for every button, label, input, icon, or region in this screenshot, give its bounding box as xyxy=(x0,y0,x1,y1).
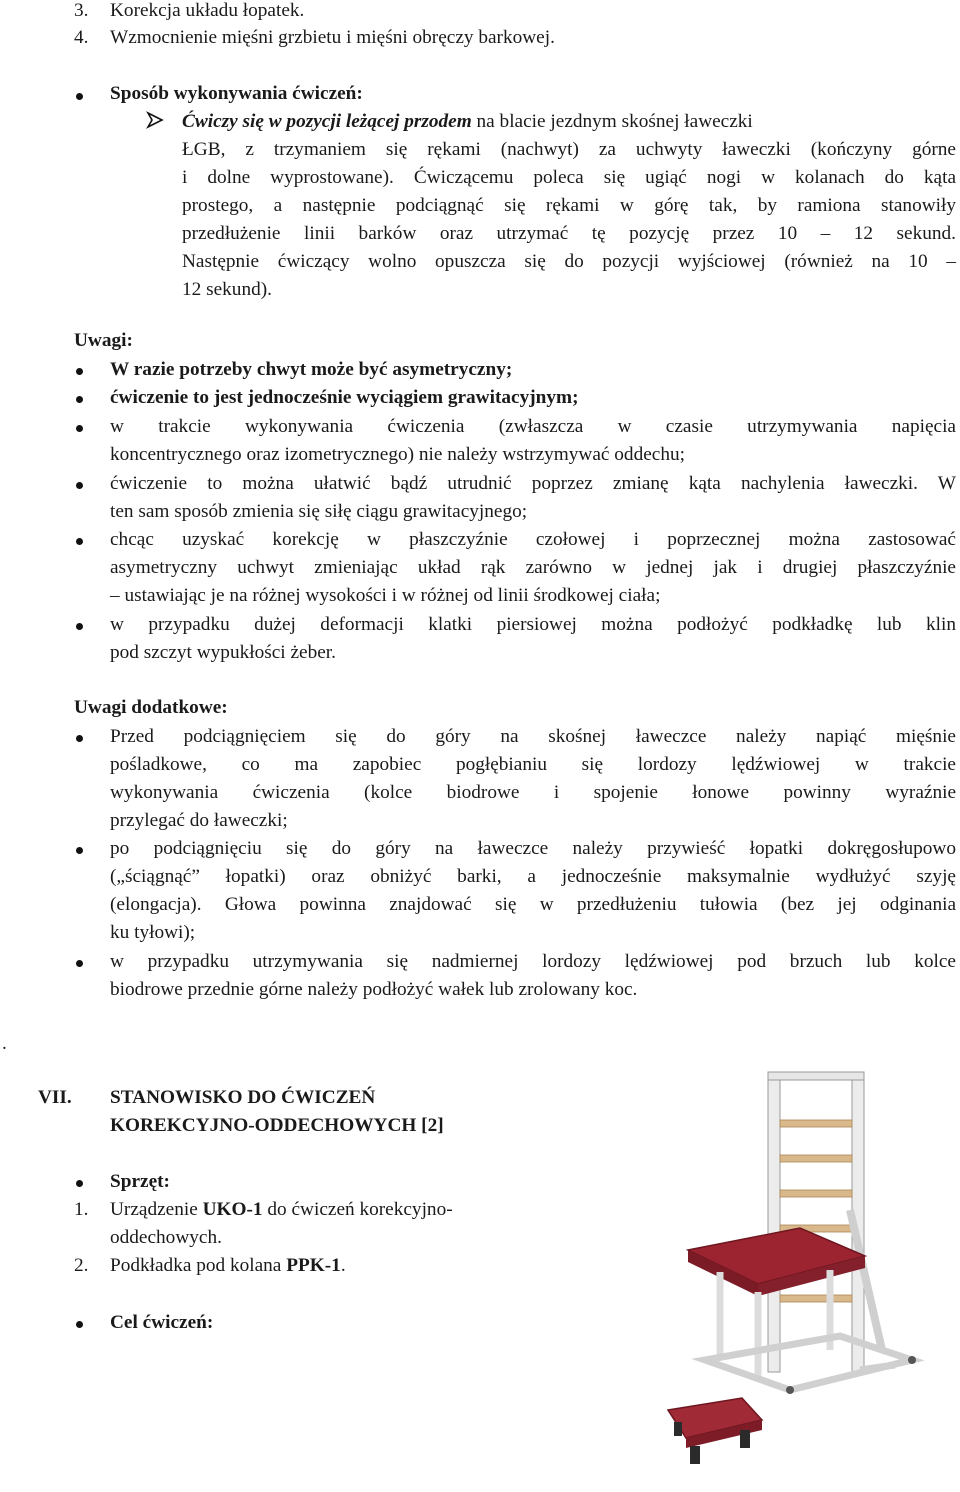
bullet-icon xyxy=(76,960,83,967)
note-item: chcąc uzyskać korekcję w płaszczyźnie czołowej i poprzecznej można zastosować xyxy=(110,529,956,550)
list-item: Korekcja układu łopatek. xyxy=(110,0,305,21)
extra-item-cont: pośladkowe, co ma zapobiec pogłębianiu się lordozy lędźwiowej w trakcie xyxy=(110,754,956,775)
equipment-item: Urządzenie UKO-1 do ćwiczeń korekcyjno- xyxy=(110,1199,453,1220)
section-title: KOREKCYJNO-ODDECHOWYCH [2] xyxy=(110,1115,444,1136)
bullet-icon xyxy=(76,482,83,489)
method-line: 12 sekund). xyxy=(182,279,272,300)
bullet-icon xyxy=(76,735,83,742)
equipment-heading: Sprzęt: xyxy=(110,1171,170,1192)
method-heading: Sposób wykonywania ćwiczeń: xyxy=(110,83,363,104)
method-line: ŁGB, z trzymaniem się rękami (nachwyt) za uchwyty ławeczki (kończyny górne xyxy=(182,139,956,160)
list-number: 2. xyxy=(74,1255,89,1276)
list-number: 3. xyxy=(74,0,89,21)
bullet-icon xyxy=(76,847,83,854)
bullet-icon xyxy=(76,368,83,375)
bullet-icon xyxy=(76,425,83,432)
section-number: VII. xyxy=(38,1087,72,1108)
note-item: W razie potrzeby chwyt może być asymetryczny; xyxy=(110,359,513,380)
bullet-icon xyxy=(76,623,83,630)
extra-item-cont: biodrowe przednie górne należy podłożyć wałek lub zrolowany koc. xyxy=(110,979,638,1000)
note-item-cont: asymetryczny uchwyt zmieniając układ rąk zarówno w jednej jak i drugiej płaszczyźnie xyxy=(110,557,956,578)
list-item: Wzmocnienie mięśni grzbietu i mięśni obręczy barkowej. xyxy=(110,27,555,48)
extra-item-cont: wykonywania ćwiczenia (kolce biodrowe i spojenie łonowe powinny wyraźnie xyxy=(110,782,956,803)
list-number: 4. xyxy=(74,27,89,48)
extra-item: Przed podciągnięciem się do góry na skośnej ławeczce należy napiąć mięśnie xyxy=(110,726,956,747)
equipment-item: Podkładka pod kolana PPK-1. xyxy=(110,1255,346,1276)
uko-1-device-image xyxy=(650,1060,950,1485)
note-item-cont: pod szczyt wypukłości żeber. xyxy=(110,642,336,663)
section-title: STANOWISKO DO ĆWICZEŃ xyxy=(110,1087,376,1108)
note-item-cont: ten sam sposób zmienia się siłę ciągu grawitacyjnego; xyxy=(110,501,528,522)
method-line: przedłużenie linii barków oraz utrzymać tę pozycję przez 10 – 12 sekund. xyxy=(182,223,956,244)
bullet-icon xyxy=(76,1321,83,1328)
note-item-cont: koncentrycznego oraz izometrycznego) nie należy wstrzymywać oddechu; xyxy=(110,444,685,465)
bullet-icon xyxy=(76,538,83,545)
method-line: prostego, a następnie podciągnąć się rękami w górę tak, by ramiona stanowiły xyxy=(182,195,956,216)
notes-heading: Uwagi: xyxy=(74,330,133,351)
bullet-icon xyxy=(76,93,83,100)
extra-item-cont: („ściągnąć” łopatki) oraz obniżyć barki, a jednocześnie maksymalnie wydłużyć szyję xyxy=(110,866,956,887)
goal-heading: Cel ćwiczeń: xyxy=(110,1312,214,1333)
method-line: Ćwiczy się w pozycji leżącej przodem na blacie jezdnym skośnej ławeczki xyxy=(182,111,753,132)
note-item: w trakcie wykonywania ćwiczenia (zwłaszcza w czasie utrzymywania napięcia xyxy=(110,416,956,437)
note-item: ćwiczenie to można ułatwić bądź utrudnić poprzez zmianę kąta nachylenia ławeczki. W xyxy=(110,473,956,494)
extra-item: po podciągnięciu się do góry na ławeczce należy przywieść łopatki dokręgosłupowo xyxy=(110,838,956,859)
extra-item: w przypadku utrzymywania się nadmiernej lordozy lędźwiowej pod brzuch lub kolce xyxy=(110,951,956,972)
bullet-icon xyxy=(76,1180,83,1187)
equipment-item-cont: oddechowych. xyxy=(110,1227,222,1248)
extra-item-cont: ku tyłowi); xyxy=(110,922,196,943)
method-line: Następnie ćwiczący wolno opuszcza się do pozycji wyjściowej (również na 10 – xyxy=(182,251,956,272)
extra-item-cont: przylegać do ławeczki; xyxy=(110,810,288,831)
stray-dot: . xyxy=(2,1033,7,1054)
extra-item-cont: (elongacja). Głowa powinna znajdować się w przedłużeniu tułowia (bez jej odginania xyxy=(110,894,956,915)
method-line: i dolne wyprostowane). Ćwiczącemu poleca się ugiąć nogi w kolanach do kąta xyxy=(182,167,956,188)
note-item: w przypadku dużej deformacji klatki piersiowej można podłożyć podkładkę lub klin xyxy=(110,614,956,635)
arrow-bullet-icon xyxy=(146,111,164,129)
list-number: 1. xyxy=(74,1199,89,1220)
note-item: ćwiczenie to jest jednocześnie wyciągiem grawitacyjnym; xyxy=(110,387,579,408)
extra-heading: Uwagi dodatkowe: xyxy=(74,697,228,718)
bullet-icon xyxy=(76,396,83,403)
note-item-cont: – ustawiając je na różnej wysokości i w różnej od linii środkowej ciała; xyxy=(110,585,661,606)
